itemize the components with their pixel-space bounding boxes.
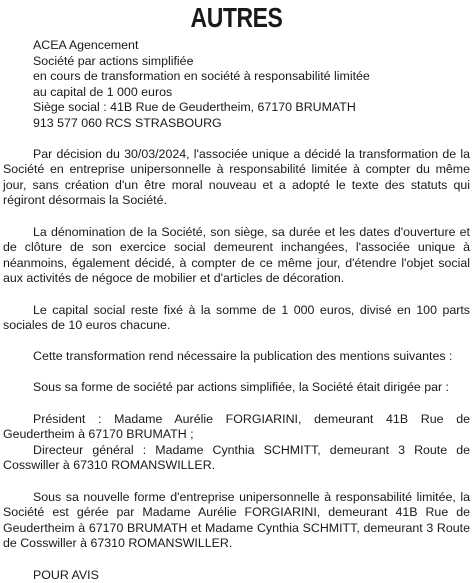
company-block — [3, 38, 470, 132]
company-transformation: en cours de transformation en société à responsabilité limitée — [33, 69, 370, 84]
paragraph-director: Directeur général : Madame Cynthia SCHMITT, demeurant 3 Route de Cosswiller à 67310 ROMANSWILLER. — [3, 442, 470, 473]
notice-body — [3, 38, 470, 583]
paragraph-former-form: Sous sa forme de société par actions simplifiée, la Société était dirigée par : — [33, 380, 449, 395]
legal-notice — [0, 2, 473, 582]
paragraph-closing: POUR AVIS — [33, 567, 99, 582]
paragraph-capital: Le capital social reste fixé à la somme de 1 000 euros, divisé en 100 parts sociales de 10 euros chacune. — [3, 302, 470, 333]
company-seat: Siège social : 41B Rue de Geudertheim, 67170 BRUMATH — [33, 100, 356, 115]
company-form: Société par actions simplifiée — [33, 53, 194, 68]
paragraph-publication: Cette transformation rend nécessaire la publication des mentions suivantes : — [33, 349, 453, 364]
company-rcs: 913 577 060 RCS STRASBOURG — [33, 115, 222, 130]
paragraph-new-form: Sous sa nouvelle forme d'entreprise unipersonnelle à responsabilité limitée, la Société est gérée par Madame Aurélie FORGIARINI, demeurant 41B Rue de Geudertheim à 67170 BRUMATH et Madame Cynthia SCHMITT, demeurant 3 Route de Cosswiller à 67310 ROMANSWILLER. — [3, 489, 470, 551]
notice-heading: AUTRES — [190, 2, 283, 33]
paragraph-denomination: La dénomination de la Société, son siège, sa durée et les dates d'ouverture et de clôture de son exercice social demeurent inchangées, l'associée unique à néanmoins, également décidé, à compter de ce même jour, d'étendre l'objet social aux activités de négoce de mobilier et d'articles de décoration. — [3, 224, 470, 286]
paragraph-president: Président : Madame Aurélie FORGIARINI, demeurant 41B Rue de Geudertheim à 67170 BRUMATH ; — [3, 411, 470, 442]
company-capital: au capital de 1 000 euros — [33, 84, 173, 99]
company-name: ACEA Agencement — [33, 38, 139, 52]
paragraph-decision: Par décision du 30/03/2024, l'associée unique a décidé la transformation de la Société en entreprise unipersonnelle à responsabilité limitée à compter du même jour, sans création d'un être moral nouveau et a adopté le texte des statuts qui régiront désormais la Société. — [3, 146, 470, 208]
